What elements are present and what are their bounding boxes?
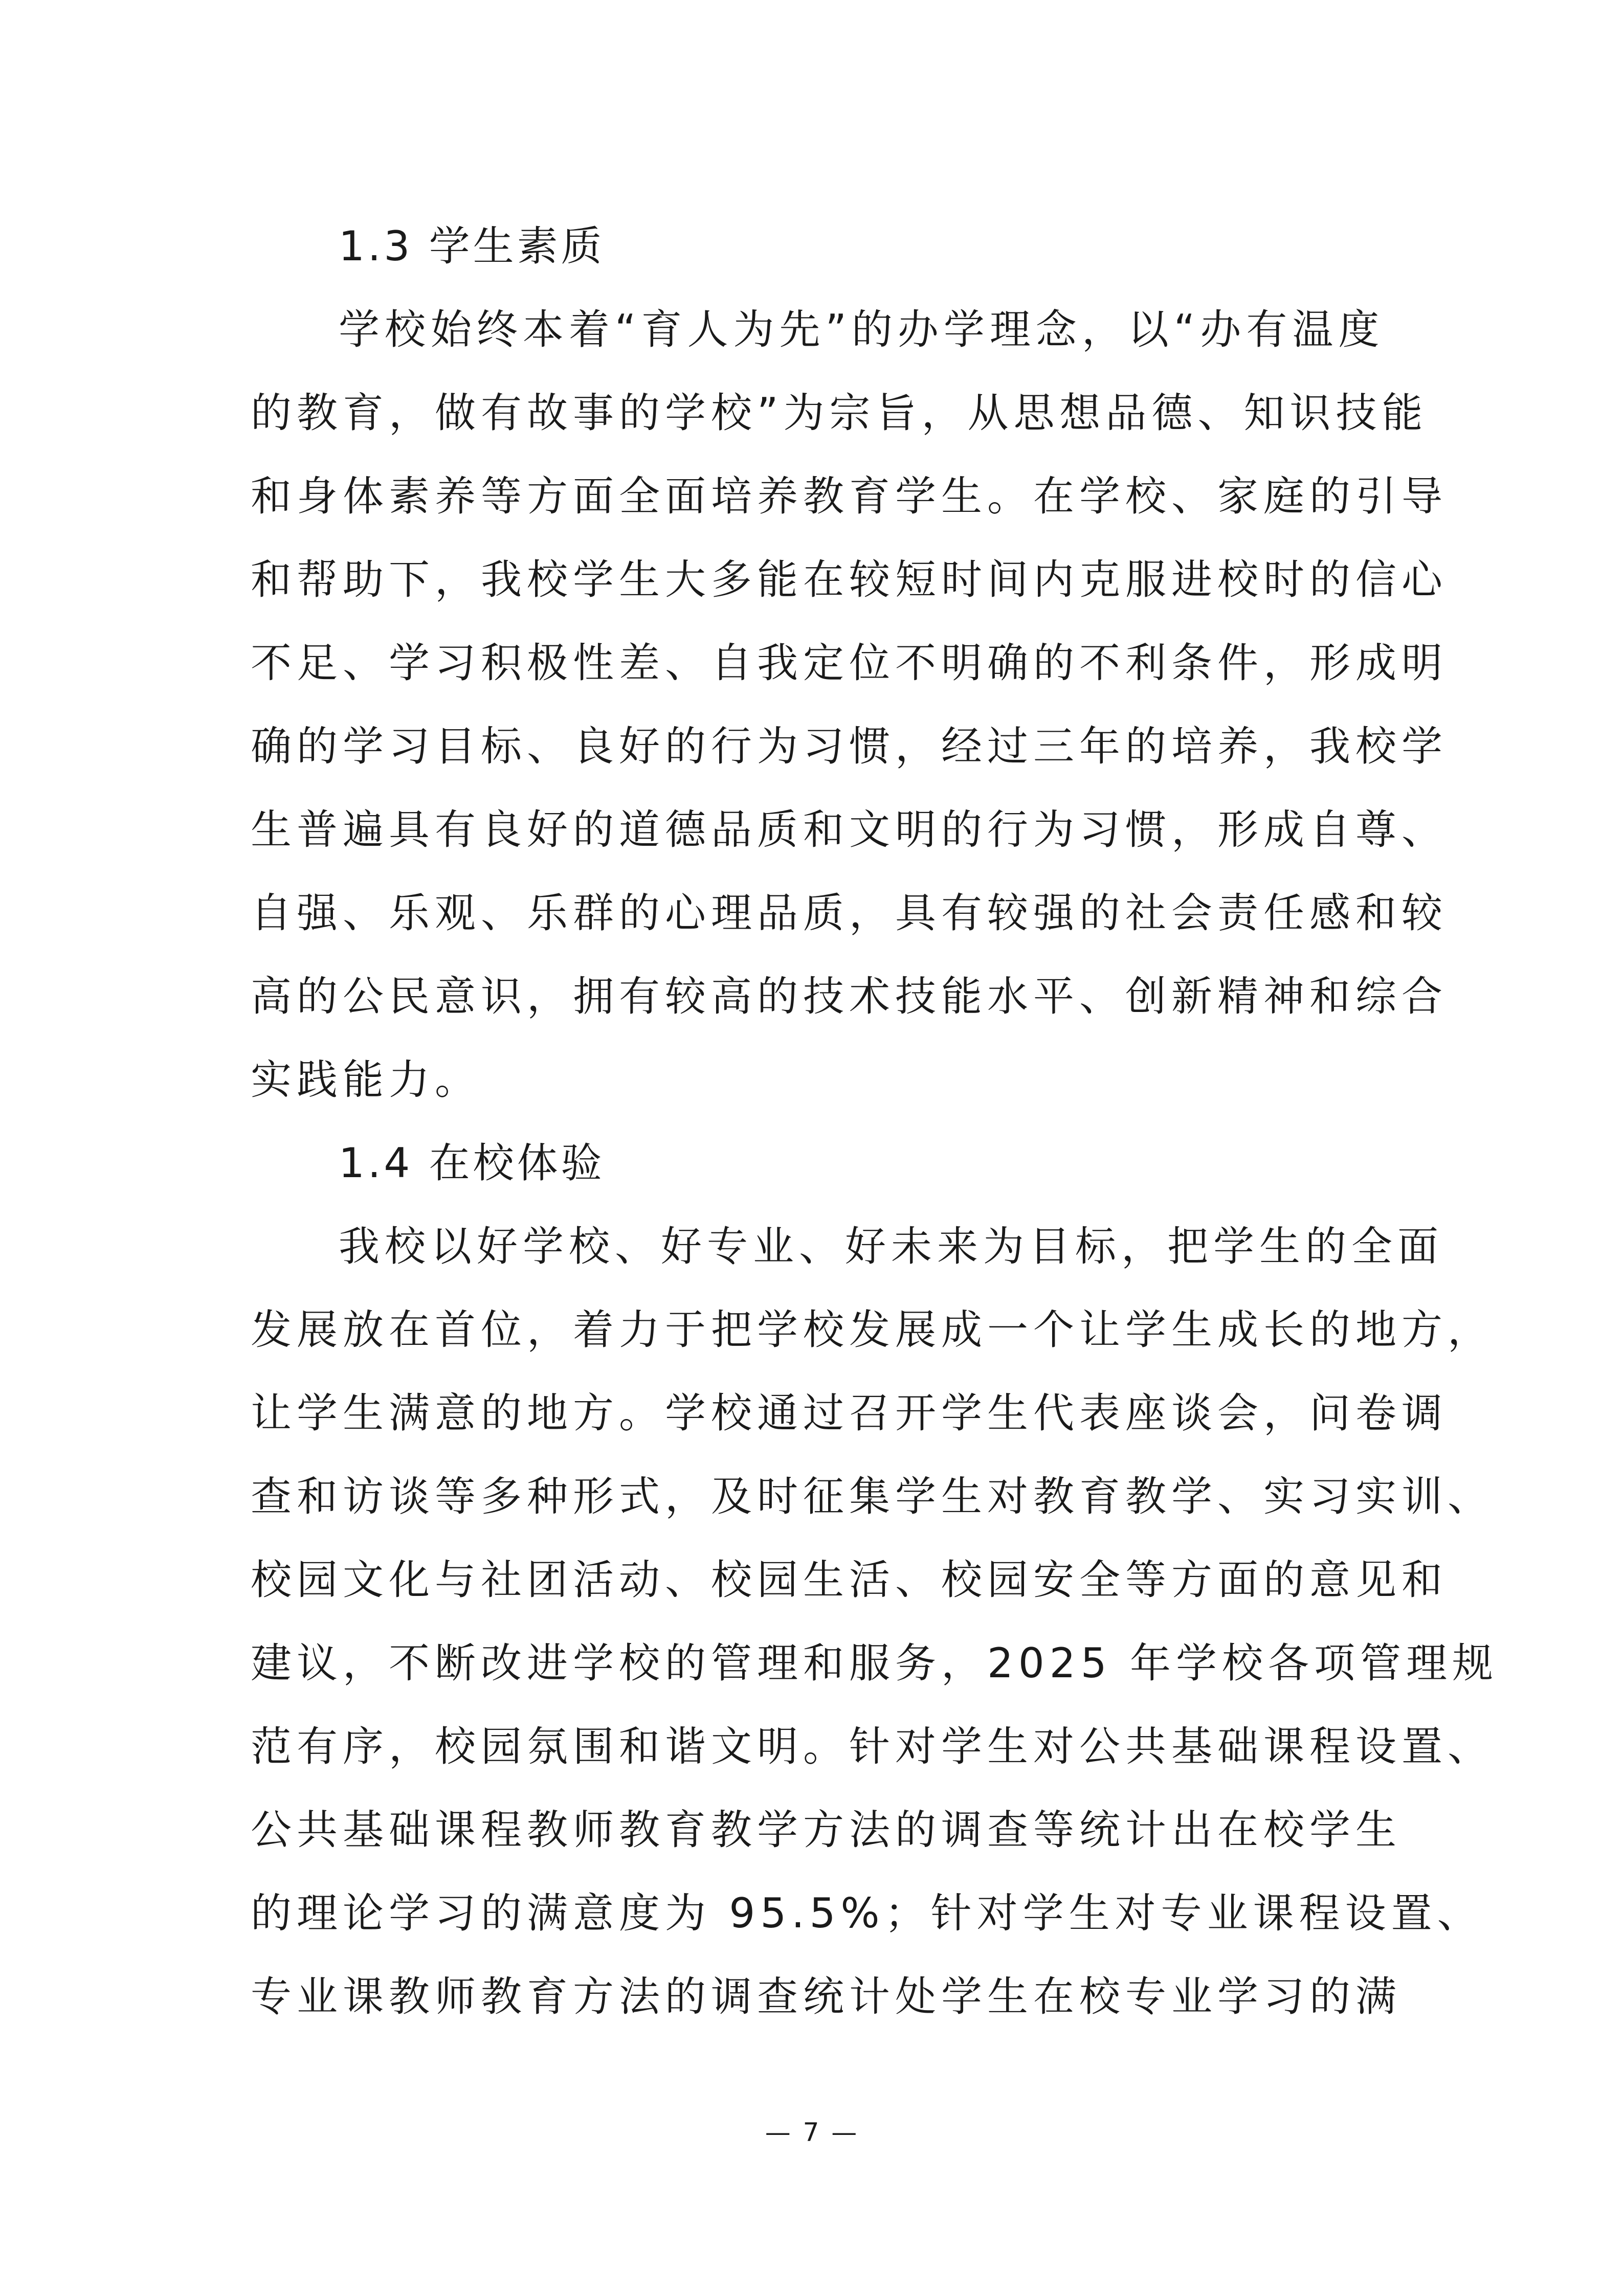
section-heading-1-3: 1.3 学生素质 — [339, 222, 605, 270]
paragraph-line: 和身体素养等方面全面培养教育学生。在学校、家庭的引导 — [251, 472, 1448, 520]
paragraph-line: 专业课教师教育方法的调查统计处学生在校专业学习的满 — [251, 1973, 1401, 2020]
paragraph-line: 发展放在首位，着力于把学校发展成一个让学生成长的地方， — [251, 1306, 1494, 1354]
paragraph-line: 范有序，校园氛围和谐文明。针对学生对公共基础课程设置、 — [251, 1723, 1494, 1770]
page-number: — 7 — — [765, 2118, 859, 2147]
paragraph-line: 自强、乐观、乐群的心理品质，具有较强的社会责任感和较 — [251, 889, 1448, 937]
paragraph-line: 的教育，做有故事的学校”为宗旨，从思想品德、知识技能 — [251, 389, 1428, 437]
paragraph-line: 公共基础课程教师教育教学方法的调查等统计出在校学生 — [251, 1806, 1401, 1854]
paragraph-line: 校园文化与社团活动、校园生活、校园安全等方面的意见和 — [251, 1556, 1448, 1604]
paragraph-line: 高的公民意识，拥有较高的技术技能水平、创新精神和综合 — [251, 973, 1448, 1020]
section-heading-1-4: 1.4 在校体验 — [339, 1139, 605, 1187]
paragraph-line: 建议，不断改进学校的管理和服务，2025 年学校各项管理规 — [251, 1639, 1499, 1687]
paragraph-line: 的理论学习的满意度为 95.5%；针对学生对专业课程设置、 — [251, 1889, 1483, 1937]
paragraph-line: 生普遍具有良好的道德品质和文明的行为习惯，形成自尊、 — [251, 806, 1448, 853]
paragraph-line: 我校以好学校、好专业、好未来为目标，把学生的全面 — [339, 1223, 1443, 1270]
paragraph-line: 确的学习目标、良好的行为习惯，经过三年的培养，我校学 — [251, 723, 1448, 770]
paragraph-line: 查和访谈等多种形式，及时征集学生对教育教学、实习实训、 — [251, 1473, 1494, 1520]
paragraph-line: 让学生满意的地方。学校通过召开学生代表座谈会，问卷调 — [251, 1389, 1448, 1437]
paragraph-line: 实践能力。 — [251, 1056, 481, 1104]
paragraph-line: 和帮助下，我校学生大多能在较短时间内克服进校时的信心 — [251, 556, 1448, 603]
paragraph-line: 学校始终本着“育人为先”的办学理念，以“办有温度 — [339, 306, 1385, 353]
paragraph-line: 不足、学习积极性差、自我定位不明确的不利条件，形成明 — [251, 639, 1448, 687]
body-text — [251, 205, 1499, 2038]
